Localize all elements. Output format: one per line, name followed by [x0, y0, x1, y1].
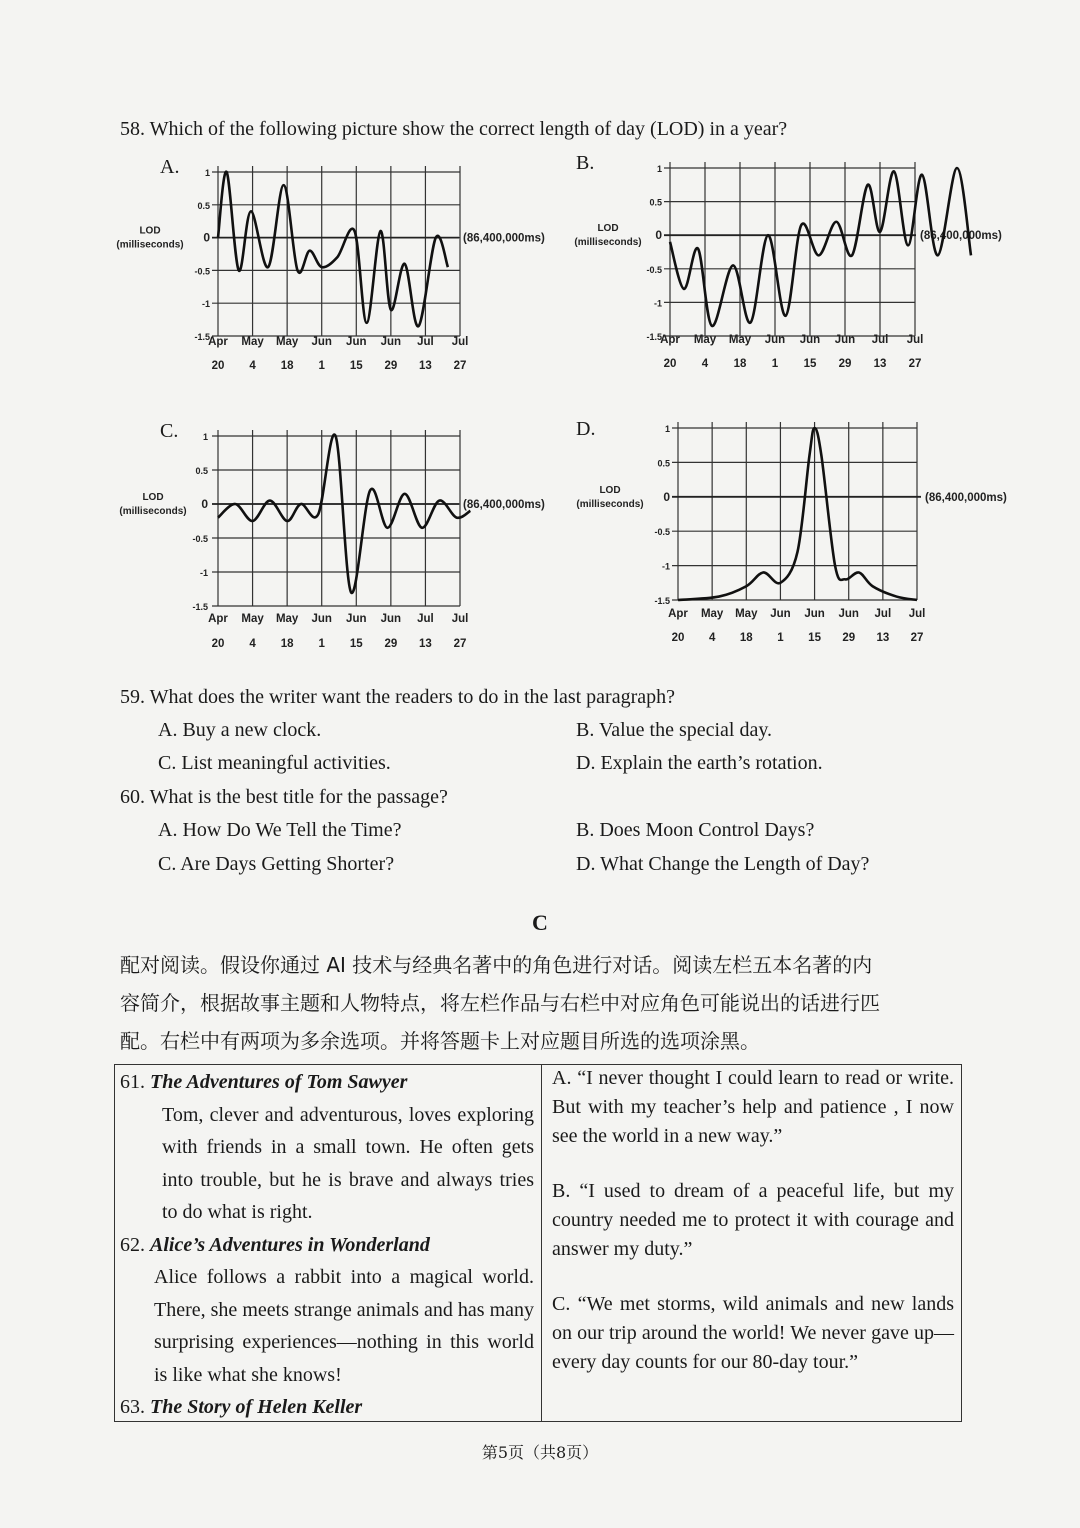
x-tick-day: 20 [671, 632, 685, 644]
x-tick-day: 20 [211, 360, 225, 372]
item-62-title: Alice’s Adventures in Wonderland [150, 1233, 430, 1256]
x-tick-month: Apr [208, 336, 228, 348]
chart-b-label: B. [576, 152, 595, 174]
y-axis-label: LOD [599, 484, 621, 496]
y-tick-label: 0.5 [657, 458, 670, 469]
q59-option-b: B. Value the special day. [576, 719, 773, 741]
right-column [552, 1064, 954, 1377]
x-tick-day: 13 [873, 358, 887, 370]
y-axis-unit-label: (milliseconds) [574, 237, 642, 249]
y-tick-label: -1 [661, 561, 670, 572]
y-tick-label: 0.5 [649, 197, 662, 208]
x-tick-month: Jul [906, 334, 924, 346]
x-tick-day: 15 [349, 638, 363, 650]
item-61-heading [120, 1066, 534, 1099]
left-column [120, 1066, 534, 1424]
section-c-heading: C [532, 910, 548, 935]
item-61-number: 61. [120, 1071, 145, 1093]
y-tick-label: 1 [202, 432, 208, 442]
x-tick-day: 4 [701, 358, 709, 370]
y-tick-label: 0.5 [195, 466, 208, 476]
y-tick-label: 1 [664, 424, 670, 434]
y-tick-label: -1.5 [654, 596, 670, 606]
y-tick-label: 0 [201, 497, 208, 511]
x-tick-month: Jun [804, 608, 825, 620]
y-tick-label: -0.5 [192, 534, 208, 544]
question-58: 58. Which of the following picture show the correct length of day (LOD) in a year? [120, 118, 788, 140]
x-tick-month: Jun [380, 336, 402, 348]
x-tick-day: 29 [384, 360, 398, 372]
x-tick-day: 29 [842, 632, 856, 644]
question-59: 59. What does the writer want the readers to do in the last paragraph? [120, 686, 675, 708]
y-axis-unit-label: (milliseconds) [116, 239, 184, 251]
y-tick-label: 0 [203, 230, 210, 245]
x-tick-day: 27 [908, 358, 922, 370]
x-tick-month: Jun [311, 613, 332, 625]
x-tick-month: May [241, 613, 264, 625]
y-tick-label: -0.5 [194, 266, 210, 277]
q60-option-b: B. Does Moon Control Days? [576, 819, 815, 841]
x-tick-day: 1 [777, 632, 784, 644]
x-tick-month: Jun [311, 336, 332, 348]
item-62-summary: Alice follows a rabbit into a magical world. There, she meets strange animals and has many surprising experiences—nothing in this world is like what she knows! [154, 1266, 534, 1386]
x-tick-day: 4 [249, 360, 256, 372]
x-tick-month: Jun [834, 334, 856, 346]
item-63-heading [120, 1391, 534, 1424]
y-axis-label: LOD [597, 223, 619, 235]
x-tick-month: Jun [770, 608, 791, 620]
x-tick-month: Apr [668, 608, 688, 620]
y-tick-label: -1 [653, 298, 662, 309]
y-tick-label: -1 [201, 299, 210, 310]
x-tick-month: Jul [908, 608, 926, 620]
instructions-line-3: 配。右栏中有两项为多余选项。并将答题卡上对应题目所选的选项涂黑。 [120, 1029, 760, 1053]
q59-option-d: D. Explain the earth’s rotation. [576, 752, 823, 774]
x-tick-day: 18 [739, 632, 753, 644]
reference-value-label: (86,400,000ms) [463, 232, 545, 245]
x-tick-month: Jun [346, 336, 367, 348]
x-tick-month: Jul [451, 613, 469, 625]
x-tick-day: 13 [419, 638, 432, 650]
x-tick-day: 1 [771, 358, 779, 370]
x-tick-month: Jul [417, 336, 434, 348]
x-tick-day: 15 [808, 632, 821, 644]
x-tick-day: 1 [318, 360, 325, 372]
y-tick-label: -1 [199, 568, 208, 578]
x-tick-month: Jul [871, 334, 889, 346]
x-tick-day: 4 [708, 632, 716, 644]
x-tick-month: Jun [799, 334, 821, 346]
x-tick-month: May [241, 336, 264, 348]
x-tick-day: 27 [453, 360, 467, 372]
x-tick-month: Jun [838, 608, 859, 620]
item-62-heading [120, 1229, 534, 1262]
quote-option-a: A. “I never thought I could learn to read or write. But with my teacher’s help and patience , I now see the world in a new way.” [552, 1067, 954, 1147]
q60-option-d: D. What Change the Length of Day? [576, 853, 870, 875]
y-tick-label: -1.5 [646, 332, 662, 342]
x-tick-month: Jul [451, 336, 469, 348]
x-tick-day: 18 [280, 638, 294, 650]
x-tick-day: 15 [349, 360, 363, 372]
x-tick-month: May [700, 608, 724, 620]
q60-option-a: A. How Do We Tell the Time? [158, 819, 402, 841]
instructions-line-1: 配对阅读。假设你通过 AI 技术与经典名著中的角色进行对话。阅读左栏五本名著的内 [120, 953, 873, 977]
lod-series-line [678, 428, 917, 600]
x-tick-month: May [735, 608, 758, 620]
x-tick-day: 20 [211, 638, 225, 650]
x-tick-month: Jun [346, 613, 367, 625]
page-footer: 第5页（共8页） [481, 1443, 599, 1462]
y-tick-label: -1.5 [194, 332, 210, 342]
matching-table-divider [541, 1064, 542, 1422]
q59-option-a: A. Buy a new clock. [158, 719, 322, 741]
x-tick-day: 13 [876, 632, 890, 644]
chart-a-label: A. [160, 156, 180, 178]
x-tick-day: 29 [838, 358, 852, 370]
x-tick-day: 4 [249, 638, 256, 650]
x-tick-day: 27 [453, 638, 467, 650]
item-61-title: The Adventures of Tom Sawyer [150, 1071, 408, 1093]
x-tick-month: May [275, 613, 299, 625]
y-axis-label: LOD [142, 492, 164, 503]
x-tick-day: 1 [318, 638, 325, 650]
item-63-number: 63. [120, 1396, 145, 1418]
x-tick-month: Jul [417, 613, 434, 625]
y-tick-label: 0 [655, 228, 662, 243]
x-tick-day: 27 [910, 632, 924, 644]
y-axis-unit-label: (milliseconds) [119, 506, 187, 517]
quote-option-c: C. “We met storms, wild animals and new lands on our trip around the world! We never gave up—every day counts for our 80-day tour.” [552, 1293, 954, 1373]
quote-option-b: B. “I used to dream of a peaceful life, but my country needed me to protect it with courage and answer my duty.” [552, 1180, 954, 1260]
y-tick-label: 0 [663, 489, 670, 504]
x-tick-day: 18 [733, 358, 747, 370]
y-tick-label: 1 [204, 168, 210, 178]
y-tick-label: -0.5 [646, 264, 662, 275]
chart-c-label: C. [160, 420, 179, 442]
lod-chart-d [0, 0, 1080, 700]
x-tick-month: Apr [208, 613, 228, 625]
y-tick-label: -0.5 [654, 527, 670, 538]
y-axis-label: LOD [139, 225, 161, 237]
reference-value-label: (86,400,000ms) [920, 230, 1002, 243]
reference-value-label: (86,400,000ms) [925, 491, 1007, 504]
y-tick-label: 0.5 [197, 200, 210, 211]
x-tick-month: May [728, 334, 752, 346]
x-tick-month: Jul [874, 608, 892, 620]
y-axis-unit-label: (milliseconds) [576, 498, 644, 510]
x-tick-month: May [693, 334, 717, 346]
item-61-summary: Tom, clever and adventurous, loves exploring with friends in a small town. He often gets into trouble, but he is brave and always tries to do what is right. [162, 1103, 534, 1223]
question-60: 60. What is the best title for the passage? [120, 786, 448, 808]
reference-value-label: (86,400,000ms) [463, 499, 545, 511]
x-tick-day: 29 [384, 638, 398, 650]
y-tick-label: 1 [656, 164, 662, 174]
x-tick-day: 20 [663, 358, 677, 370]
x-tick-month: Jun [764, 334, 786, 346]
q59-option-c: C. List meaningful activities. [158, 752, 391, 774]
x-tick-month: Apr [660, 334, 680, 346]
x-tick-day: 15 [803, 358, 817, 370]
item-63-title: The Story of Helen Keller [150, 1396, 363, 1418]
x-tick-day: 13 [419, 360, 432, 372]
instructions-line-2: 容简介，根据故事主题和人物特点，将左栏作品与右栏中对应角色可能说出的话进行匹 [120, 991, 880, 1015]
chart-d-label: D. [576, 418, 596, 440]
x-tick-month: Jun [380, 613, 402, 625]
x-tick-month: May [275, 336, 299, 348]
q60-option-c: C. Are Days Getting Shorter? [158, 853, 395, 875]
item-62-number: 62. [120, 1233, 145, 1256]
x-tick-day: 18 [280, 360, 294, 372]
y-tick-label: -1.5 [192, 602, 208, 612]
